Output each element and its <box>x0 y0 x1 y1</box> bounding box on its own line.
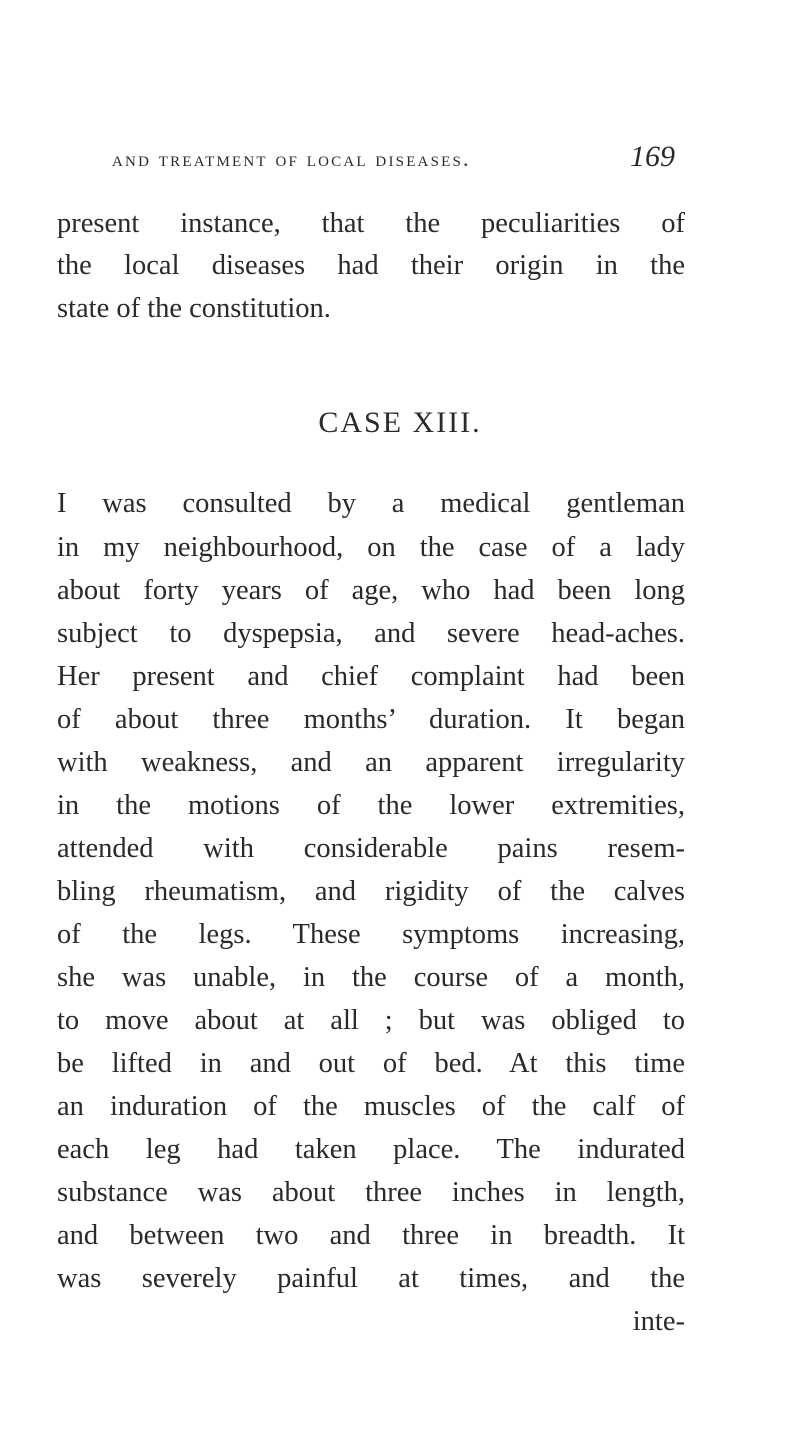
text-line: to move about at all ; but was obliged to <box>57 1005 685 1036</box>
text-line: in my neighbourhood, on the case of a lady <box>57 532 685 563</box>
text-line: attended with considerable pains resem- <box>57 833 685 864</box>
text-line: with weakness, and an apparent irregularity <box>57 747 685 778</box>
text-line: of the legs. These symptoms increasing, <box>57 919 685 950</box>
text-line: of about three months’ duration. It began <box>57 704 685 735</box>
text-line: and between two and three in breadth. It <box>57 1220 685 1251</box>
text-line: in the motions of the lower extremities, <box>57 790 685 821</box>
catchword: inte- <box>632 1306 685 1337</box>
running-title: and treatment of local diseases. <box>112 146 471 171</box>
text-line: was severely painful at times, and the <box>57 1263 685 1294</box>
text-line: state of the constitution. <box>57 293 331 324</box>
text-line: be lifted in and out of bed. At this time <box>57 1048 685 1079</box>
text-line: the local diseases had their origin in the <box>57 250 685 281</box>
case-heading: CASE XIII. <box>318 406 482 439</box>
page-number: 169 <box>630 140 675 173</box>
text-line: Her present and chief complaint had been <box>57 661 685 692</box>
text-line: about forty years of age, who had been long <box>57 575 685 606</box>
text-line: subject to dyspepsia, and severe head-aches. <box>57 618 685 649</box>
text-line: bling rheumatism, and rigidity of the calves <box>57 876 685 907</box>
text-line: I was consulted by a medical gentleman <box>57 488 685 519</box>
text-line: present instance, that the peculiarities of <box>57 208 685 239</box>
text-line: substance was about three inches in length, <box>57 1177 685 1208</box>
text-line: an induration of the muscles of the calf of <box>57 1091 685 1122</box>
text-line: each leg had taken place. The indurated <box>57 1134 685 1165</box>
running-head <box>0 140 800 180</box>
text-line: she was unable, in the course of a month, <box>57 962 685 993</box>
